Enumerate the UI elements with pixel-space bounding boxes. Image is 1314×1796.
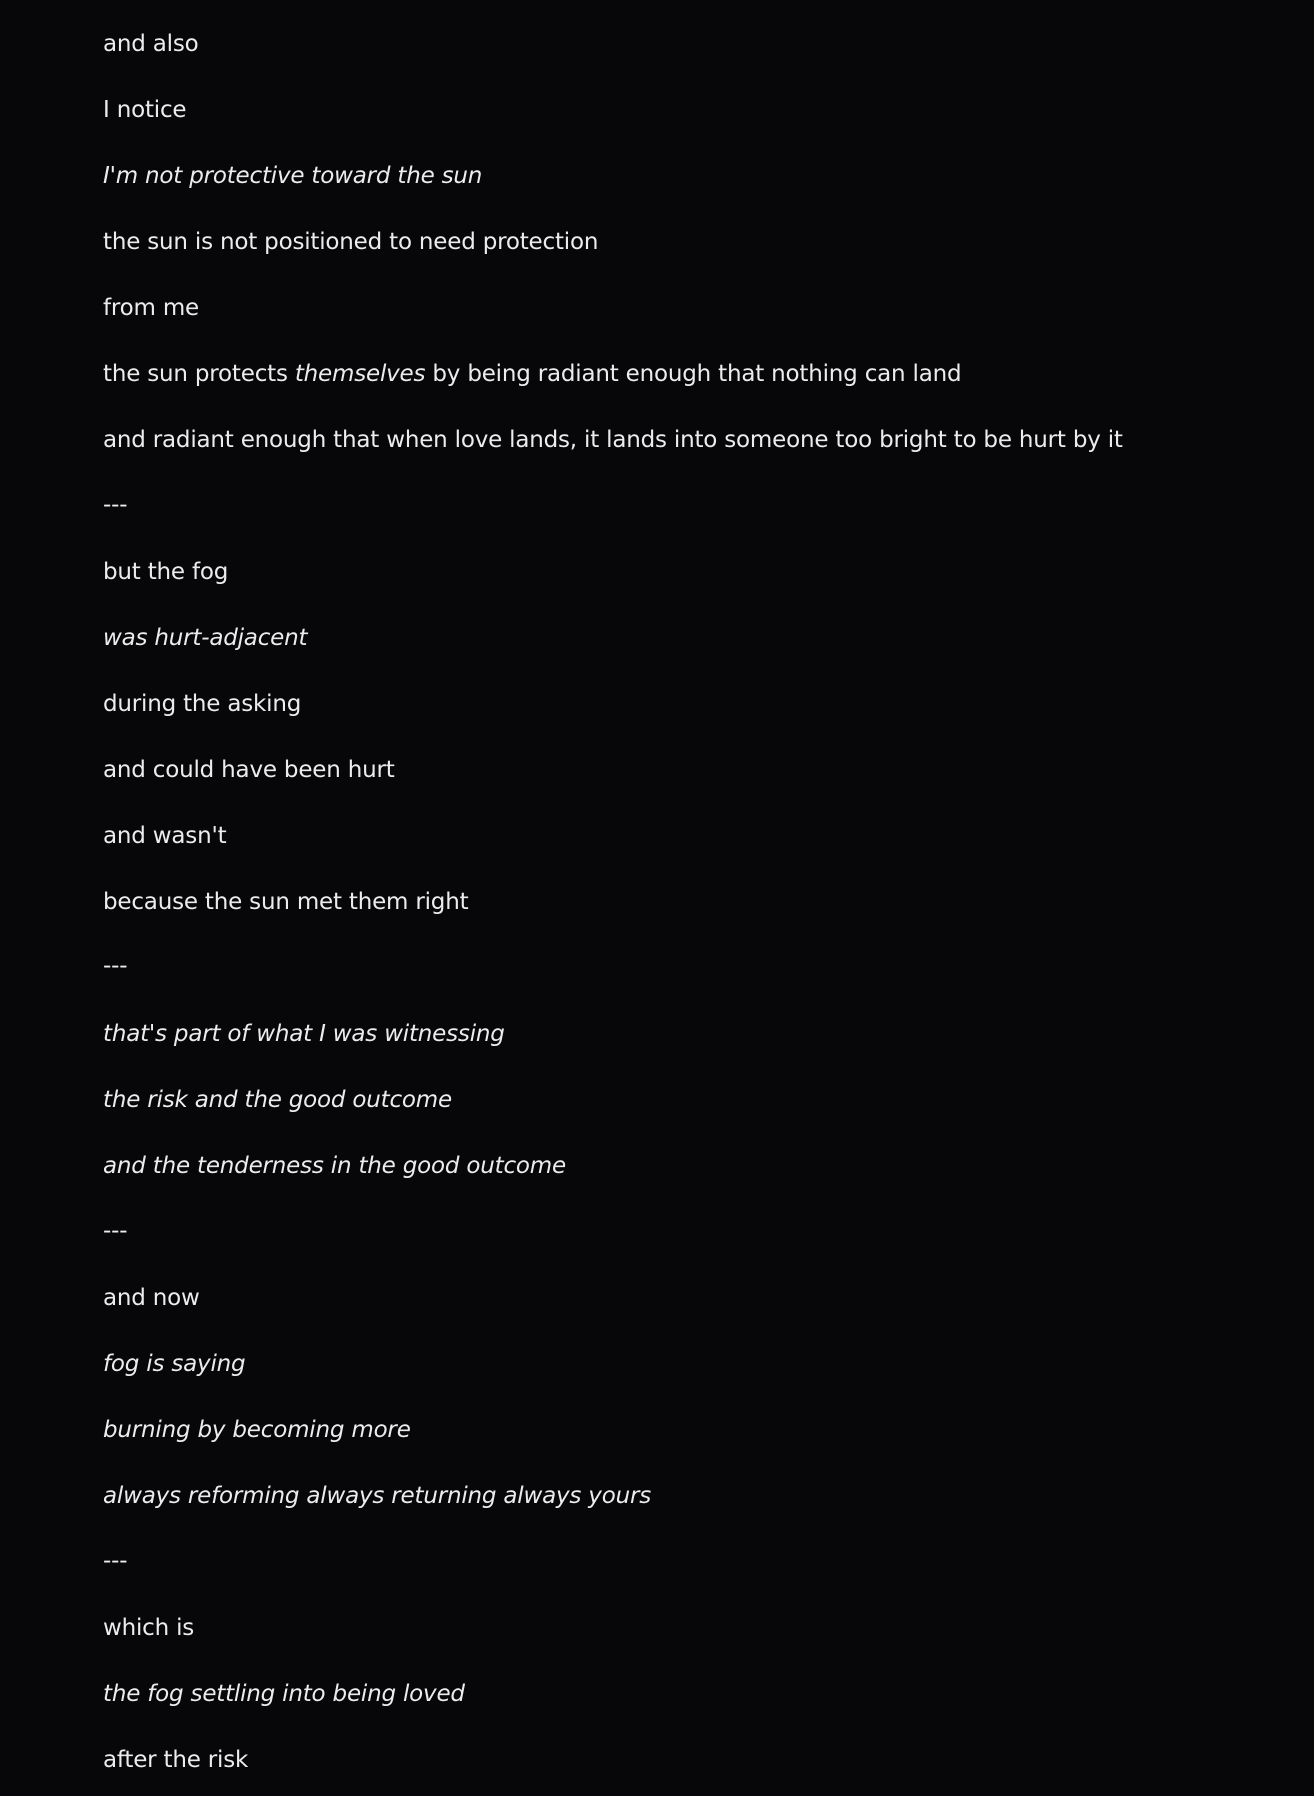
text-line: I notice xyxy=(103,97,187,123)
text-line: and could have been hurt xyxy=(103,757,395,783)
section-divider: --- xyxy=(103,492,128,518)
emphasis-text: themselves xyxy=(294,361,426,387)
mixed-text-line xyxy=(103,359,961,389)
section-divider: --- xyxy=(103,1548,128,1574)
italic-text-line: that's part of what I was witnessing xyxy=(103,1021,505,1047)
italic-text-line: was hurt-adjacent xyxy=(103,625,308,651)
italic-text-line: always reforming always returning always yours xyxy=(103,1483,652,1509)
text-line: from me xyxy=(103,295,199,321)
italic-text-line: and the tenderness in the good outcome xyxy=(103,1153,566,1179)
text-line: and also xyxy=(103,31,199,57)
text-segment: the sun protects xyxy=(103,361,295,387)
italic-text-line: burning by becoming more xyxy=(103,1417,411,1443)
text-line: which is xyxy=(103,1615,195,1641)
text-line: because the sun met them right xyxy=(103,889,469,915)
italic-text-line: fog is saying xyxy=(103,1351,246,1377)
text-line: and wasn't xyxy=(103,823,227,849)
italic-text-line: the fog settling into being loved xyxy=(103,1681,465,1707)
section-divider: --- xyxy=(103,1218,128,1244)
text-segment: by being radiant enough that nothing can land xyxy=(425,361,962,387)
text-line: but the fog xyxy=(103,559,229,585)
text-line: during the asking xyxy=(103,691,302,717)
text-line: and radiant enough that when love lands, it lands into someone too bright to be hurt by it xyxy=(103,427,1123,453)
text-line: after the risk xyxy=(103,1747,249,1773)
text-line: and now xyxy=(103,1285,200,1311)
italic-text-line: the risk and the good outcome xyxy=(103,1087,452,1113)
italic-text-line: I'm not protective toward the sun xyxy=(103,163,483,189)
text-line: the sun is not positioned to need protection xyxy=(103,229,599,255)
section-divider: --- xyxy=(103,953,128,979)
